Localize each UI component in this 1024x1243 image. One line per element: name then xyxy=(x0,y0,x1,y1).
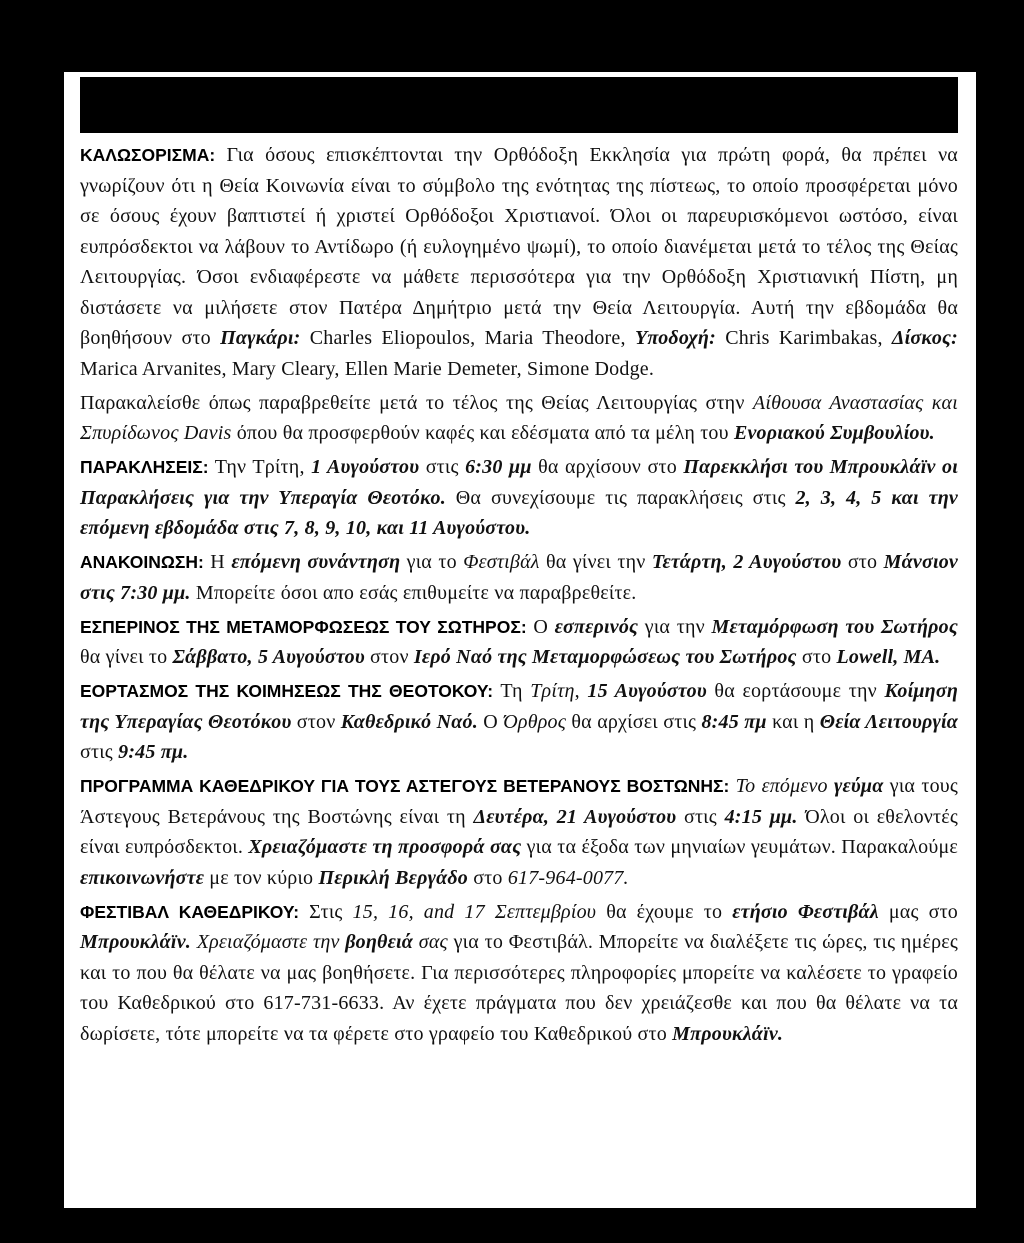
paragraph-welcome xyxy=(80,140,958,384)
body-text: Charles Eliopoulos, Maria Theodore, xyxy=(300,327,635,349)
section-heading: ΦΕΣΤΙΒΑΛ ΚΑΘΕΔΡΙΚΟΥ: xyxy=(80,901,300,922)
body-text: στον xyxy=(364,646,414,668)
body-text: στο xyxy=(468,866,508,889)
italic-text: Χρειαζόμαστε την xyxy=(196,931,340,953)
body-text: για το xyxy=(400,551,464,573)
body-text: στο xyxy=(841,551,884,573)
section-heading: ΚΑΛΩΣΟΡΙΣΜΑ: xyxy=(80,145,216,165)
bold-italic-text: γεύμα xyxy=(834,775,884,797)
paragraph-announcement xyxy=(80,547,958,608)
body-text: για την xyxy=(638,615,712,638)
paragraph-paraklesis xyxy=(80,452,958,544)
body-text: Στις xyxy=(299,900,353,923)
body-text: Παρακαλείσθε όπως παραβρεθείτε μετά το τέλος της Θείας Λειτουργίας στην xyxy=(80,391,753,414)
bold-italic-text: Υποδοχή: xyxy=(634,327,716,349)
body-text: θα γίνει την xyxy=(539,551,652,573)
italic-text: Το επόμενο xyxy=(735,775,828,797)
bold-italic-text: Δίσκος: xyxy=(891,327,958,349)
body-text: θα αρχίσουν στο xyxy=(531,456,684,478)
bold-italic-text: Ενοριακού Συμβουλίου. xyxy=(733,422,935,444)
bold-italic-text: 2, 3, 4, 5 και την επόμενη εβδομάδα στις 7, 8, 9, 10, και 11 Αυγούστου. xyxy=(80,486,958,539)
body-text: Ο xyxy=(477,710,504,733)
body-text: Ο xyxy=(526,615,555,638)
header-bar xyxy=(80,77,958,133)
body-text: και η xyxy=(766,710,820,733)
body-text: στο xyxy=(796,646,837,668)
bold-italic-text: εσπερινός xyxy=(554,615,639,638)
bold-italic-text: 6:30 μμ xyxy=(465,456,532,478)
body-text: για τους Άστεγους Βετεράνους της Βοστώνης είναι τη xyxy=(80,775,959,828)
bold-italic-text: Δευτέρα, 21 Αυγούστου xyxy=(473,805,677,828)
body-text: Για όσους επισκέπτονται την Ορθόδοξη Εκκλησία για πρώτη φορά, θα πρέπει να γνωρίζουν ότι η Θεία Κοινωνία είναι το σύμβολο της ενότητας της πίστεως, το οποίο προσφέρεται μόνο σε όσους έχουν βαπτιστεί ή χριστεί Ορθόδοξοι Χριστιανοί. Όλοι οι παρευρισκόμενοι ωστόσο, είναι ευπρόσδεκτοι να λάβουν το Αντίδωρο (ή ευλογημένο ψωμί), το οποίο διανέμεται μετά το τέλος της Θείας Λειτουργίας. Όσοι ενδιαφέρεστε να μάθετε περισσότερα για την Ορθόδοξη Χριστιανική Πίστη, μη διστάσετε να μιλήσετε στον Πατέρα Δημήτριο μετά την Θεία Λειτουργία. Αυτή την εβδομάδα θα βοηθήσουν στο xyxy=(80,144,958,349)
body-text: όπου θα προσφερθούν καφές και εδέσματα από τα μέλη του xyxy=(231,422,734,444)
italic-text: Φεστιβάλ xyxy=(463,551,540,573)
bold-italic-text: Lowell, MA. xyxy=(836,646,941,668)
body-text: Την Τρίτη, xyxy=(208,456,312,478)
bold-italic-text: βοηθειά xyxy=(345,931,414,953)
italic-text: Τρίτη xyxy=(530,680,575,702)
body-text: Θα συνεχίσουμε τις παρακλήσεις στις xyxy=(445,486,796,509)
bold-italic-text: Περικλή Βεργάδο xyxy=(318,866,468,889)
body-text: μας στο xyxy=(878,900,959,923)
body-text: Chris Karimbakas, xyxy=(715,327,892,349)
section-heading: ΕΟΡΤΑΣΜΟΣ ΤΗΣ ΚΟΙΜΗΣΕΩΣ ΤΗΣ ΘΕΟΤΟΚΟΥ: xyxy=(80,681,494,701)
section-heading: ΠΡΟΓΡΑΜΜΑ ΚΑΘΕΔΡΙΚΟΥ ΓΙΑ ΤΟΥΣ ΑΣΤΕΓΟΥΣ ΒΕΤΕΡΑΝΟΥΣ ΒΟΣΤΩΝΗΣ: xyxy=(80,776,730,796)
body-text: θα εορτάσουμε την xyxy=(706,680,885,702)
bold-italic-text: 8:45 πμ xyxy=(701,710,767,733)
bold-italic-text: Κοίμηση της Υπεραγίας Θεοτόκου xyxy=(80,680,959,733)
body-text: , xyxy=(574,680,588,702)
bold-italic-text: επικοινωνήστε xyxy=(80,866,205,889)
body-text: Όλοι οι εθελοντές είναι ευπρόσδεκτοι. xyxy=(80,805,958,858)
body-text: θα έχουμε το xyxy=(596,900,733,923)
bold-italic-text: Σάββατο, 5 Αυγούστου xyxy=(172,646,365,668)
bulletin-page xyxy=(64,72,976,1208)
bulletin-content xyxy=(80,140,958,1053)
paragraph-veterans-program xyxy=(80,771,958,893)
bold-italic-text: 1 Αυγούστου xyxy=(311,456,420,478)
section-heading: ΑΝΑΚΟΙΝΩΣΗ: xyxy=(80,552,204,572)
italic-text: 617-964-0077. xyxy=(507,866,629,889)
bold-italic-text: 15 Αυγούστου xyxy=(587,680,707,702)
paragraph-festival xyxy=(80,897,958,1050)
bold-italic-text: 4:15 μμ. xyxy=(724,805,798,828)
italic-text: 15, 16, and 17 Σεπτεμβρίου xyxy=(352,900,597,923)
bold-italic-text: Παρεκκλήσι του Μπρουκλάϊν οι Παρακλήσεις για την Υπεραγία Θεοτόκο. xyxy=(80,456,958,509)
bold-italic-text: επόμενη συνάντηση xyxy=(231,551,401,573)
body-text: στις xyxy=(80,741,119,763)
section-heading: ΕΣΠΕΡΙΝΟΣ ΤΗΣ ΜΕΤΑΜΟΡΦΩΣΕΩΣ ΤΟΥ ΣΩΤΗΡΟΣ: xyxy=(80,616,527,637)
paragraph-vespers xyxy=(80,612,958,673)
body-text: Μπορείτε όσοι απο εσάς επιθυμείτε να παραβρεθείτε. xyxy=(190,581,637,604)
bold-italic-text: Τετάρτη, 2 Αυγούστου xyxy=(651,551,842,573)
paragraph-coffee-hour xyxy=(80,388,958,449)
body-text: για το Φεστιβάλ. Μπορείτε να διαλέξετε τις ώρες, τις ημέρες και το που θα θέλατε να μας βοηθήσετε. Για περισσότερες πληροφορίες μπορείτε να καλέσετε το γραφείο του Καθεδρικού στο 617-731-6633. Αν έχετε πράγματα που δεν χρειάζεσθε και που θα θέλατε να τα δωρίσετε, τότε μπορείτε να τα φέρετε στο γραφείο του Καθεδρικού στο xyxy=(80,931,959,1045)
body-text: με τον κύριο xyxy=(204,866,319,889)
bold-italic-text: Παγκάρι: xyxy=(220,327,301,349)
italic-text: Αίθουσα Αναστασίας και Σπυρίδωνος Davis xyxy=(80,391,959,444)
section-heading: ΠΑΡΑΚΛΗΣΕΙΣ: xyxy=(80,457,209,477)
body-text: στον xyxy=(291,710,341,733)
bold-italic-text: 9:45 πμ. xyxy=(118,741,189,763)
italic-text: σας xyxy=(413,931,448,953)
body-text: Τη xyxy=(493,680,531,702)
bold-italic-text: Μπρουκλάϊν. xyxy=(80,931,191,953)
bold-italic-text: Χρειαζόμαστε τη προσφορά σας xyxy=(248,836,522,858)
italic-text: Όρθρος xyxy=(503,710,567,733)
body-text: στις xyxy=(676,805,725,828)
bold-italic-text: ετήσιο Φεστιβάλ xyxy=(732,900,879,923)
body-text: θα αρχίσει στις xyxy=(566,710,702,733)
bold-italic-text: Μάνσιον στις 7:30 μμ. xyxy=(80,551,958,604)
bold-italic-text: Μπρουκλάϊν. xyxy=(672,1022,784,1045)
bold-italic-text: Θεία Λειτουργία xyxy=(819,710,958,733)
paragraph-dormition xyxy=(80,676,958,768)
body-text: Marica Arvanites, Mary Cleary, Ellen Marie Demeter, Simone Dodge. xyxy=(80,357,655,380)
body-text: Η xyxy=(203,551,232,573)
bold-italic-text: Μεταμόρφωση του Σωτήρος xyxy=(711,615,958,638)
bold-italic-text: Καθεδρικό Ναό. xyxy=(340,710,478,733)
body-text: για τα έξοδα των μηνιαίων γευμάτων. Παρακαλούμε xyxy=(521,836,958,858)
body-text: θα γίνει το xyxy=(80,646,173,668)
body-text: στις xyxy=(419,456,466,478)
bold-italic-text: Ιερό Ναό της Μεταμορφώσεως του Σωτήρος xyxy=(413,646,797,668)
